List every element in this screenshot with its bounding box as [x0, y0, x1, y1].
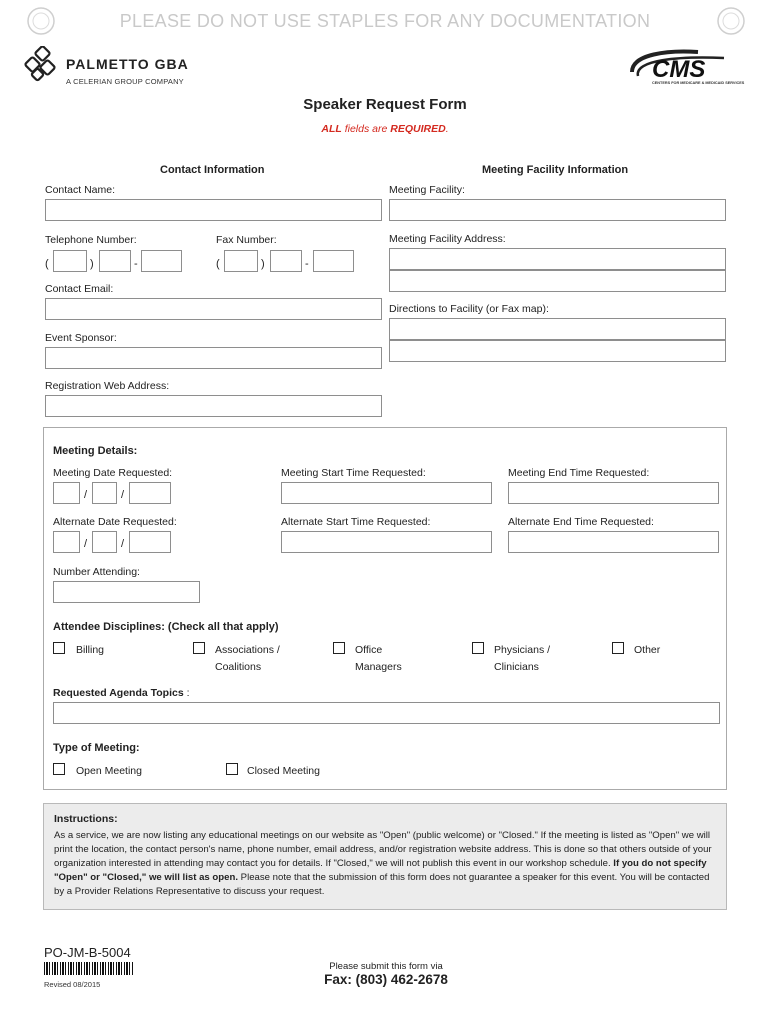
billing-checkbox[interactable] [53, 642, 65, 654]
physicians-checkbox[interactable] [472, 642, 484, 654]
meeting-date-day-field[interactable] [92, 482, 117, 504]
meeting-date-label: Meeting Date Requested: [53, 467, 173, 479]
instructions-text-1: As a service, we are now listing any educational meetings on our website as "Open" (public welcome) or "Closed." If the meeting is listed as "Open" we will print the location, the contact person's name, phone number, email address, and/or registration website address. This is done so that others outside of your organization interested in attending may contact you for details. If "Closed," we will not publish this event in our workshop schedule. [54, 830, 712, 869]
cms-logo-name: CMS [652, 56, 706, 83]
office-managers-label-line2: Managers [355, 661, 402, 673]
associations-label-line1: Associations / [215, 644, 280, 656]
required-note-all: ALL [321, 123, 342, 135]
office-managers-label-line1: Office [355, 644, 383, 656]
fax-label: Fax Number: [216, 234, 277, 246]
phone-open-paren: ( [45, 258, 49, 270]
phone-prefix-field[interactable] [99, 250, 131, 272]
facility-heading: Meeting Facility Information [482, 164, 629, 176]
alternate-date-label: Alternate Date Requested: [53, 516, 177, 528]
alternate-start-field[interactable] [281, 531, 492, 553]
meeting-type-heading: Type of Meeting: [53, 742, 140, 754]
palmetto-logo-name: PALMETTO GBA [66, 56, 189, 72]
submit-instruction: Please submit this form via [329, 961, 443, 972]
facility-address-field-1[interactable] [389, 248, 726, 270]
palmetto-gba-logo-icon [24, 46, 64, 84]
required-note-end: . [445, 123, 449, 135]
agenda-topics-label-text: Requested Agenda Topics [53, 687, 184, 699]
physicians-label-line2: Clinicians [494, 661, 539, 673]
alternate-date-slash-2: / [121, 538, 125, 550]
directions-field-1[interactable] [389, 318, 726, 340]
phone-dash: - [134, 258, 138, 270]
registration-web-label: Registration Web Address: [45, 380, 170, 392]
registration-web-field[interactable] [45, 395, 382, 417]
meeting-details-heading: Meeting Details: [53, 445, 138, 457]
instructions-heading: Instructions: [54, 813, 118, 825]
staples-banner: PLEASE DO NOT USE STAPLES FOR ANY DOCUMENTATION [119, 11, 651, 31]
open-meeting-label: Open Meeting [76, 765, 142, 777]
meeting-facility-field[interactable] [389, 199, 726, 221]
alternate-start-label: Alternate Start Time Requested: [281, 516, 431, 528]
fax-close-paren: ) [261, 258, 265, 270]
required-note-required: REQUIRED [390, 123, 446, 135]
agenda-topics-label [53, 687, 190, 699]
number-attending-field[interactable] [53, 581, 200, 603]
event-sponsor-label: Event Sponsor: [45, 332, 117, 344]
other-label: Other [634, 644, 661, 656]
fax-dash: - [305, 258, 309, 270]
other-checkbox[interactable] [612, 642, 624, 654]
alternate-end-field[interactable] [508, 531, 719, 553]
telephone-label: Telephone Number: [45, 234, 137, 246]
meeting-date-month-field[interactable] [53, 482, 80, 504]
instructions-text-2: Please note that the submission of this form does not guarantee a speaker for this event. You will be contacted by a Provider Relations Representative to discuss your request. [54, 872, 710, 897]
number-attending-label: Number Attending: [53, 566, 140, 578]
barcode [44, 962, 133, 975]
billing-label: Billing [76, 644, 105, 656]
closed-meeting-label: Closed Meeting [247, 765, 320, 777]
meeting-end-field[interactable] [508, 482, 719, 504]
fax-prefix-field[interactable] [270, 250, 302, 272]
meeting-facility-label: Meeting Facility: [389, 184, 465, 196]
contact-heading: Contact Information [160, 164, 265, 176]
associations-checkbox[interactable] [193, 642, 205, 654]
alternate-date-year-field[interactable] [129, 531, 171, 553]
alternate-date-day-field[interactable] [92, 531, 117, 553]
instructions-text-bold: If you do not specify "Open" or "Closed," we will list as open. [54, 858, 707, 883]
required-note [0, 123, 770, 135]
fax-open-paren: ( [216, 258, 220, 270]
phone-close-paren: ) [90, 258, 94, 270]
disciplines-heading: Attendee Disciplines: (Check all that apply) [53, 621, 279, 633]
directions-field-2[interactable] [389, 340, 726, 362]
meeting-start-field[interactable] [281, 482, 492, 504]
meeting-start-label: Meeting Start Time Requested: [281, 467, 426, 479]
office-managers-checkbox[interactable] [333, 642, 345, 654]
instructions-text [54, 829, 716, 899]
alternate-end-label: Alternate End Time Requested: [508, 516, 654, 528]
directions-label: Directions to Facility (or Fax map): [389, 303, 549, 315]
fax-line-field[interactable] [313, 250, 354, 272]
contact-email-field[interactable] [45, 298, 382, 320]
revised-date: Revised 08/2015 [44, 980, 101, 989]
facility-address-field-2[interactable] [389, 270, 726, 292]
meeting-date-year-field[interactable] [129, 482, 171, 504]
contact-name-field[interactable] [45, 199, 382, 221]
agenda-topics-colon: : [183, 687, 190, 699]
cms-logo-tagline: CENTERS FOR MEDICARE & MEDICAID SERVICES [652, 81, 745, 85]
meeting-date-slash-1: / [84, 489, 88, 501]
open-meeting-checkbox[interactable] [53, 763, 65, 775]
meeting-end-label: Meeting End Time Requested: [508, 467, 650, 479]
palmetto-logo-tagline: A CELERIAN GROUP COMPANY [66, 77, 184, 86]
contact-email-label: Contact Email: [45, 283, 114, 295]
event-sponsor-field[interactable] [45, 347, 382, 369]
alternate-date-month-field[interactable] [53, 531, 80, 553]
closed-meeting-checkbox[interactable] [226, 763, 238, 775]
associations-label-line2: Coalitions [215, 661, 262, 673]
agenda-topics-field[interactable] [53, 702, 720, 724]
phone-line-field[interactable] [141, 250, 182, 272]
fax-number: Fax: (803) 462-2678 [324, 972, 448, 987]
fax-area-code-field[interactable] [224, 250, 258, 272]
physicians-label-line1: Physicians / [494, 644, 551, 656]
page-title: Speaker Request Form [303, 96, 467, 113]
form-id: PO-JM-B-5004 [44, 945, 131, 960]
meeting-date-slash-2: / [121, 489, 125, 501]
phone-area-code-field[interactable] [53, 250, 87, 272]
instructions-box [43, 803, 727, 910]
required-note-mid: fields are [341, 123, 391, 135]
facility-address-label: Meeting Facility Address: [389, 233, 506, 245]
contact-name-label: Contact Name: [45, 184, 116, 196]
alternate-date-slash-1: / [84, 538, 88, 550]
